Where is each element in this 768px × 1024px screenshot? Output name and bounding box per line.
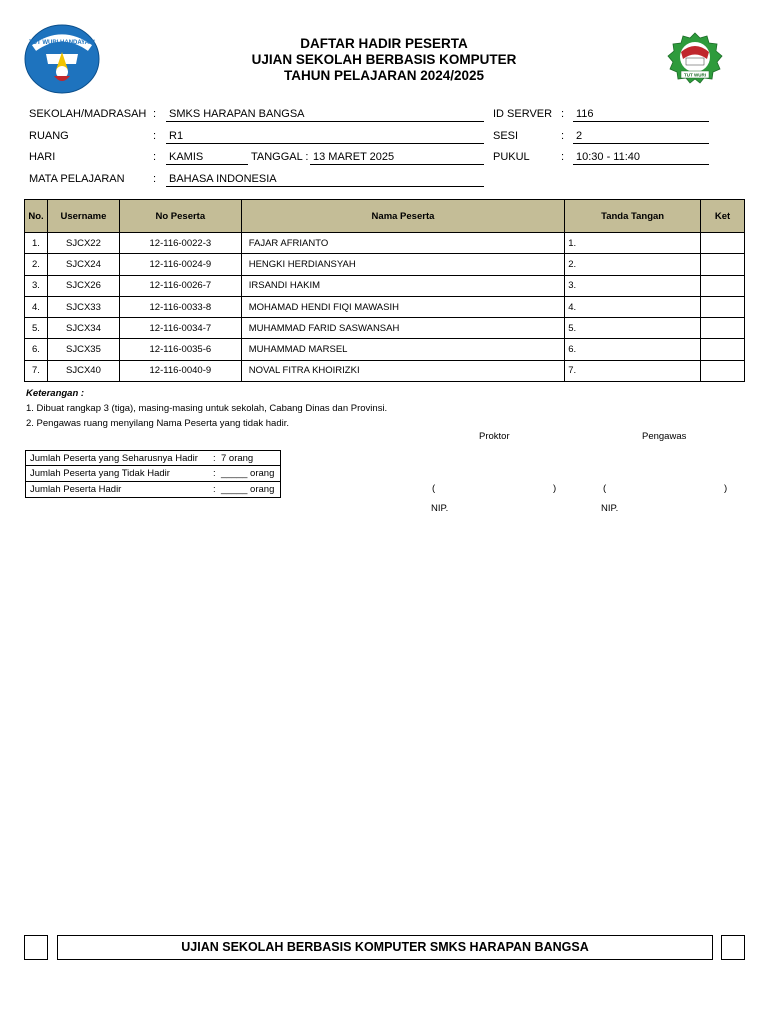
proktor-name-open: ( bbox=[432, 483, 436, 494]
summary-value: 7 orang bbox=[221, 453, 254, 464]
summary-value: _____ orang bbox=[221, 468, 275, 480]
row-signature: 4. bbox=[565, 296, 701, 317]
table-row bbox=[25, 360, 745, 381]
colon: : bbox=[213, 453, 216, 464]
sesi-value: 2 bbox=[573, 130, 709, 144]
row-nama: MOHAMAD HENDI FIQI MAWASIH bbox=[241, 296, 565, 317]
col-header-tanda-tangan: Tanda Tangan bbox=[565, 200, 701, 233]
notes-heading: Keterangan : bbox=[26, 388, 85, 399]
row-no: 5. bbox=[25, 318, 48, 339]
proktor-label: Proktor bbox=[479, 431, 510, 442]
tanggal-value: 13 MARET 2025 bbox=[310, 151, 484, 165]
colon: : bbox=[561, 108, 565, 120]
notes bbox=[26, 386, 387, 431]
summary-value: _____ orang bbox=[221, 483, 275, 495]
row-username: SJCX34 bbox=[47, 318, 119, 339]
table-row bbox=[25, 339, 745, 360]
row-nama: MUHAMMAD MARSEL bbox=[241, 339, 565, 360]
row-no-peserta: 12-116-0035-6 bbox=[119, 339, 241, 360]
col-header-ket: Ket bbox=[701, 200, 745, 233]
row-signature: 2. bbox=[565, 254, 701, 275]
row-ket bbox=[701, 360, 745, 381]
title-line-3: TAHUN PELAJARAN 2024/2025 bbox=[283, 68, 485, 83]
row-no-peserta: 12-116-0024-9 bbox=[119, 254, 241, 275]
hari-label: HARI bbox=[29, 151, 56, 163]
table-header-row bbox=[25, 200, 745, 233]
table-row bbox=[25, 318, 745, 339]
table-row bbox=[25, 254, 745, 275]
row-ket bbox=[701, 318, 745, 339]
colon: : bbox=[213, 468, 216, 480]
idserver-label: ID SERVER bbox=[493, 108, 553, 120]
ruang-label: RUANG bbox=[29, 130, 69, 142]
row-username: SJCX33 bbox=[47, 296, 119, 317]
summary-label: Jumlah Peserta yang Seharusnya Hadir bbox=[30, 453, 198, 464]
summary-row-expected bbox=[26, 451, 280, 466]
col-header-no: No. bbox=[25, 200, 48, 233]
title-line-1: DAFTAR HADIR PESERTA bbox=[300, 36, 468, 51]
row-ket bbox=[701, 296, 745, 317]
pukul-value: 10:30 - 11:40 bbox=[573, 151, 709, 165]
row-nama: MUHAMMAD FARID SASWANSAH bbox=[241, 318, 565, 339]
col-header-nama-peserta: Nama Peserta bbox=[241, 200, 565, 233]
pengawas-name-close: ) bbox=[724, 483, 728, 494]
row-nama: IRSANDI HAKIM bbox=[241, 275, 565, 296]
proktor-name-close: ) bbox=[553, 483, 557, 494]
attendance-summary bbox=[25, 450, 281, 498]
row-ket bbox=[701, 254, 745, 275]
summary-label: Jumlah Peserta Hadir bbox=[30, 483, 122, 495]
row-signature: 6. bbox=[565, 339, 701, 360]
colon: : bbox=[153, 151, 157, 163]
row-nama: HENGKI HERDIANSYAH bbox=[241, 254, 565, 275]
tanggal-label: TANGGAL : bbox=[251, 151, 309, 163]
colon: : bbox=[213, 483, 216, 495]
table-row bbox=[25, 296, 745, 317]
logo-right-text: TUT WURI bbox=[684, 72, 706, 78]
pengawas-name-open: ( bbox=[603, 483, 607, 494]
row-username: SJCX35 bbox=[47, 339, 119, 360]
title-line-2: UJIAN SEKOLAH BERBASIS KOMPUTER bbox=[251, 52, 517, 67]
ruang-value: R1 bbox=[166, 130, 484, 144]
row-ket bbox=[701, 233, 745, 254]
tut-wuri-handayani-logo bbox=[24, 24, 100, 94]
table-row bbox=[25, 233, 745, 254]
col-header-username: Username bbox=[47, 200, 119, 233]
row-no: 7. bbox=[25, 360, 48, 381]
row-no-peserta: 12-116-0033-8 bbox=[119, 296, 241, 317]
mapel-value: BAHASA INDONESIA bbox=[166, 173, 484, 187]
sekolah-value: SMKS HARAPAN BANGSA bbox=[166, 108, 484, 122]
summary-label: Jumlah Peserta yang Tidak Hadir bbox=[30, 468, 170, 480]
row-no-peserta: 12-116-0022-3 bbox=[119, 233, 241, 254]
row-ket bbox=[701, 339, 745, 360]
row-no: 3. bbox=[25, 275, 48, 296]
row-username: SJCX40 bbox=[47, 360, 119, 381]
colon: : bbox=[153, 108, 157, 120]
attendance-table bbox=[24, 199, 745, 382]
colon: : bbox=[153, 173, 157, 185]
row-signature: 7. bbox=[565, 360, 701, 381]
sekolah-label: SEKOLAH/MADRASAH bbox=[29, 108, 147, 120]
footer-left-box bbox=[24, 935, 48, 960]
row-no: 6. bbox=[25, 339, 48, 360]
mapel-label: MATA PELAJARAN bbox=[29, 173, 125, 185]
colon: : bbox=[561, 151, 565, 163]
row-signature: 5. bbox=[565, 318, 701, 339]
pukul-label: PUKUL bbox=[493, 151, 530, 163]
sesi-label: SESI bbox=[493, 130, 519, 142]
summary-row-present bbox=[26, 482, 280, 497]
row-signature: 3. bbox=[565, 275, 701, 296]
row-username: SJCX26 bbox=[47, 275, 119, 296]
proktor-nip-label: NIP. bbox=[431, 503, 449, 514]
school-logo bbox=[667, 32, 723, 84]
footer-right-box bbox=[721, 935, 745, 960]
row-signature: 1. bbox=[565, 233, 701, 254]
row-no-peserta: 12-116-0026-7 bbox=[119, 275, 241, 296]
pengawas-label: Pengawas bbox=[642, 431, 687, 442]
row-ket bbox=[701, 275, 745, 296]
note-item-1: 1. Dibuat rangkap 3 (tiga), masing-masing untuk sekolah, Cabang Dinas dan Provinsi. bbox=[26, 403, 388, 414]
row-no: 2. bbox=[25, 254, 48, 275]
row-no-peserta: 12-116-0034-7 bbox=[119, 318, 241, 339]
row-nama: NOVAL FITRA KHOIRIZKI bbox=[241, 360, 565, 381]
summary-row-absent bbox=[26, 466, 280, 481]
logo-left-text: TUT WURI HANDAYANI bbox=[29, 40, 95, 46]
colon: : bbox=[153, 130, 157, 142]
document-title bbox=[160, 36, 608, 84]
idserver-value: 116 bbox=[573, 108, 709, 122]
hari-value: KAMIS bbox=[166, 151, 248, 165]
table-row bbox=[25, 275, 745, 296]
note-item-2: 2. Pengawas ruang menyilang Nama Peserta yang tidak hadir. bbox=[26, 418, 289, 429]
pengawas-nip-label: NIP. bbox=[601, 503, 619, 514]
row-username: SJCX22 bbox=[47, 233, 119, 254]
row-no-peserta: 12-116-0040-9 bbox=[119, 360, 241, 381]
colon: : bbox=[561, 130, 565, 142]
row-nama: FAJAR AFRIANTO bbox=[241, 233, 565, 254]
row-no: 1. bbox=[25, 233, 48, 254]
row-username: SJCX24 bbox=[47, 254, 119, 275]
row-no: 4. bbox=[25, 296, 48, 317]
col-header-no-peserta: No Peserta bbox=[119, 200, 241, 233]
footer-title: UJIAN SEKOLAH BERBASIS KOMPUTER SMKS HARAPAN BANGSA bbox=[57, 935, 713, 960]
